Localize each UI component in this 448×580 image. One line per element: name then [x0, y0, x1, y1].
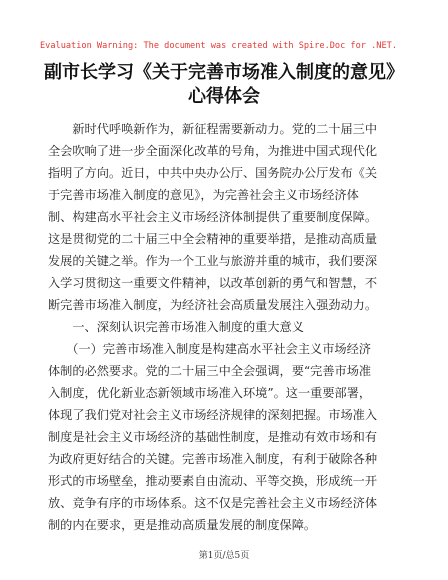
document-title-line-2: 心得体会: [188, 86, 260, 107]
text-line: 体现了我们党对社会主义市场经济规律的深刻把握。市场准入: [48, 408, 378, 422]
text-line: 于完善市场准入制度的意见》，为完善社会主义市场经济体: [48, 188, 359, 202]
page-number: 第1页/总5页: [198, 551, 250, 561]
evaluation-warning: Evaluation Warning: The document was created with Spire.Doc for .NET.: [40, 41, 397, 51]
text-line: 制、构建高水平社会主义市场经济体制提供了重要制度保障。: [48, 210, 378, 224]
text-line: 入制度，优化新业态新领域市场准入环境”。这一重要部署，: [48, 386, 372, 400]
text-line: 体制的必然要求。党的二十届三中全会强调，要“完善市场准: [48, 364, 372, 378]
paragraph-section-1: [48, 338, 408, 536]
text-line: 这是贯彻党的二十届三中全会精神的重要举措，是推动高质量: [48, 232, 378, 246]
text-line: 新时代呼唤新作为，新征程需要新动力。党的二十届三中: [48, 122, 378, 136]
section-heading: [48, 316, 408, 338]
paragraph-intro: [48, 118, 408, 316]
text-line: 制的内在要求，更是推动高质量发展的制度保障。: [48, 518, 317, 532]
text-line: 断完善市场准入制度，为经济社会高质量发展注入强劲动力。: [48, 298, 378, 312]
text-line: 放、竞争有序的市场体系。这不仅是完善社会主义市场经济体: [48, 496, 378, 510]
text-line: 发展的关键之举。作为一个工业与旅游并重的城市，我们要深: [48, 254, 378, 268]
text-line: 指明了方向。近日，中共中央办公厅、国务院办公厅发布《关: [48, 166, 378, 180]
text-line: 入学习贯彻这一重要文件精神，以改革创新的勇气和智慧，不: [48, 276, 378, 290]
text-line: 制度是社会主义市场经济的基础性制度，是推动有效市场和有: [48, 430, 378, 444]
text-line: （一）完善市场准入制度是构建高水平社会主义市场经济: [48, 342, 371, 356]
text-line: 全会吹响了进一步全面深化改革的号角，为推进中国式现代化: [48, 144, 378, 158]
document-title-line-1: 副市长学习《关于完善市场准入制度的意见》: [44, 62, 404, 83]
text-line: 形式的市场壁垒，推动要素自由流动、平等交换，形成统一开: [48, 474, 378, 488]
section-heading-text: 一、深刻认识完善市场准入制度的重大意义: [48, 320, 304, 334]
text-line: 为政府更好结合的关键。完善市场准入制度，有利于破除各种: [48, 452, 378, 466]
